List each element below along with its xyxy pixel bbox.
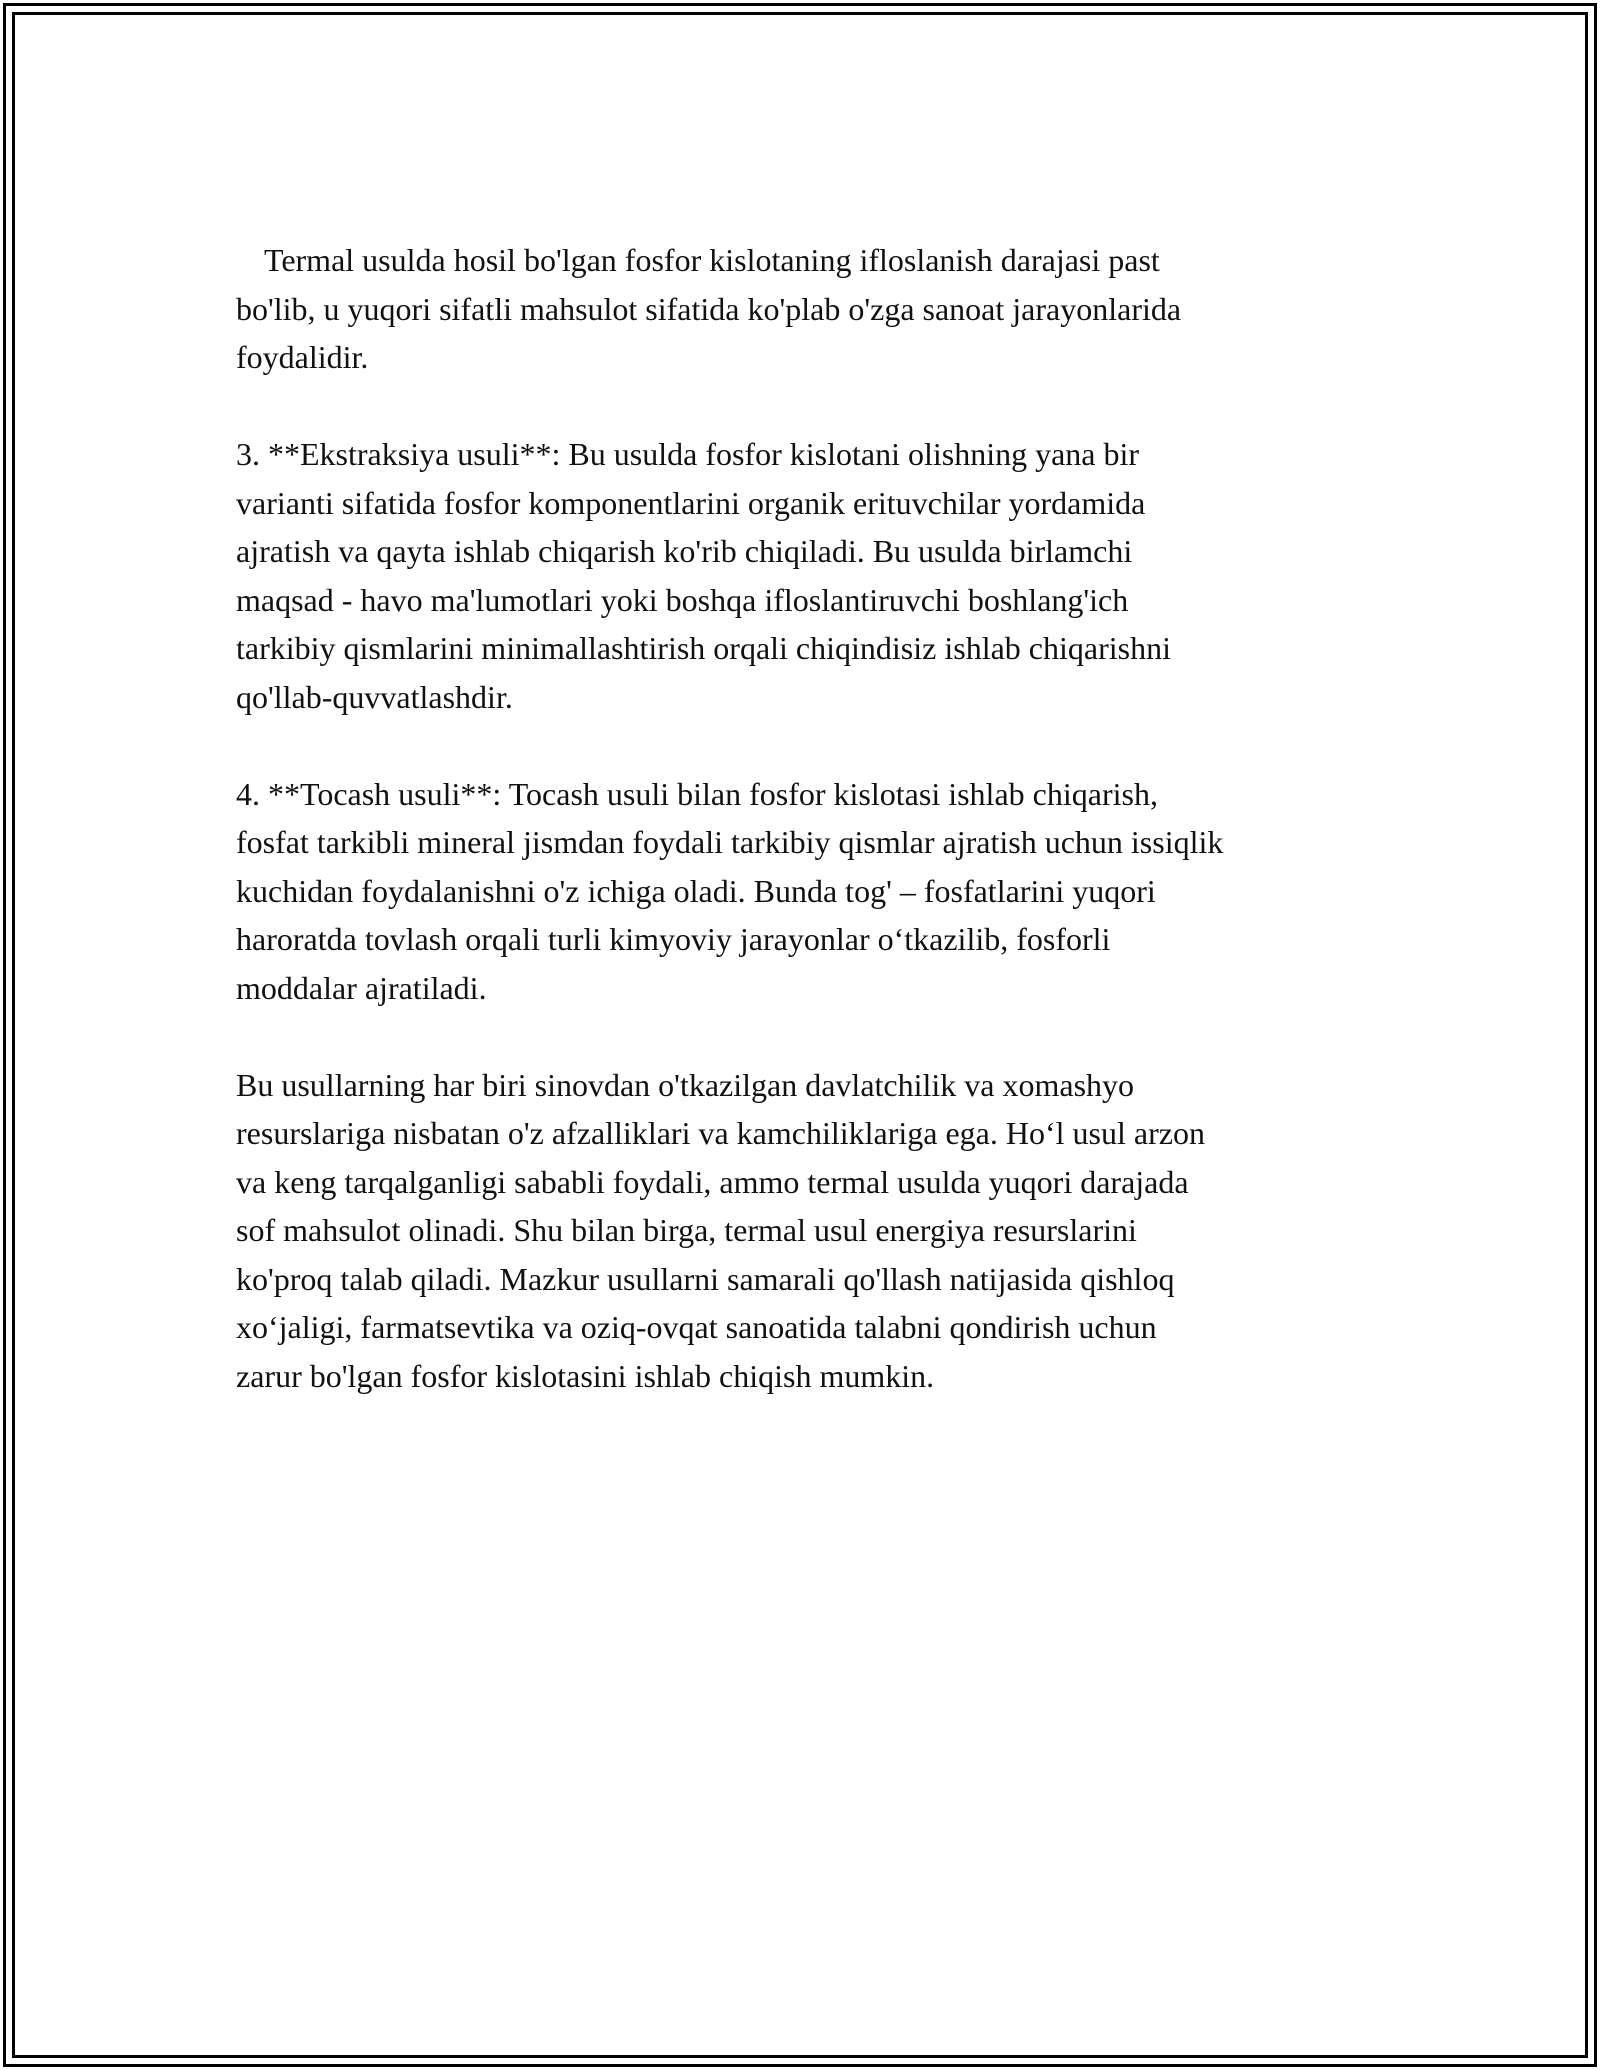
text-line: 3. **Ekstraksiya usuli**: Bu usulda fosfor kislotani olishning yana bir (236, 436, 1140, 472)
text-line: bo'lib, u yuqori sifatli mahsulot sifatida ko'plab o'zga sanoat jarayonlarida (236, 290, 1182, 327)
text-line: qo'llab-quvvatlashdir. (236, 678, 513, 715)
text-line: Bu usullarning har biri sinovdan o'tkazilgan davlatchilik va xomashyo (236, 1066, 1135, 1103)
text-line: maqsad - havo ma'lumotlari yoki boshqa ifloslantiruvchi boshlang'ich (236, 581, 1129, 618)
text-line: haroratda tovlash orqali turli kimyoviy jarayonlar o‘tkazilib, fosforli (236, 921, 1111, 957)
text-line: xo‘jaligi, farmatsevtika va oziq-ovqat sanoatida talabni qondirish uchun (236, 1309, 1157, 1345)
text-line: zarur bo'lgan fosfor kislotasini ishlab chiqish mumkin. (236, 1357, 935, 1394)
text-line: moddalar ajratiladi. (236, 969, 487, 1006)
text-line: Termal usulda hosil bo'lgan fosfor kislotaning ifloslanish darajasi past (264, 242, 1160, 278)
paragraph-tocash-usuli (236, 770, 1376, 1013)
paragraph-ekstraksiya-usuli (236, 430, 1376, 721)
text-line: sof mahsulot olinadi. Shu bilan birga, termal usul energiya resurslarini (236, 1212, 1137, 1248)
text-line: varianti sifatida fosfor komponentlarini organik erituvchilar yordamida (236, 484, 1146, 521)
document-body (236, 236, 1376, 1449)
text-line: ajratish va qayta ishlab chiqarish ko'rib chiqiladi. Bu usulda birlamchi (236, 533, 1133, 569)
text-line: tarkibiy qismlarini minimallashtirish orqali chiqindisiz ishlab chiqarishni (236, 630, 1171, 666)
paragraph-conclusion (236, 1061, 1376, 1401)
paragraph-termal-continuation (236, 236, 1376, 382)
text-line: fosfat tarkibli mineral jismdan foydali tarkibiy qismlar ajratish uchun issiqlik (236, 824, 1224, 860)
text-line: 4. **Tocash usuli**: Tocash usuli bilan fosfor kislotasi ishlab chiqarish, (236, 775, 1158, 812)
text-line: kuchidan foydalanishni o'z ichiga oladi. Bunda tog' – fosfatlarini yuqori (236, 872, 1156, 909)
text-line: foydalidir. (236, 339, 369, 375)
text-line: ko'proq talab qiladi. Mazkur usullarni samarali qo'llash natijasida qishloq (236, 1260, 1175, 1297)
text-line: resurslariga nisbatan o'z afzalliklari va kamchiliklariga ega. Ho‘l usul arzon (236, 1115, 1205, 1151)
text-line: va keng tarqalganligi sababli foydali, ammo termal usulda yuqori darajada (236, 1163, 1189, 1200)
